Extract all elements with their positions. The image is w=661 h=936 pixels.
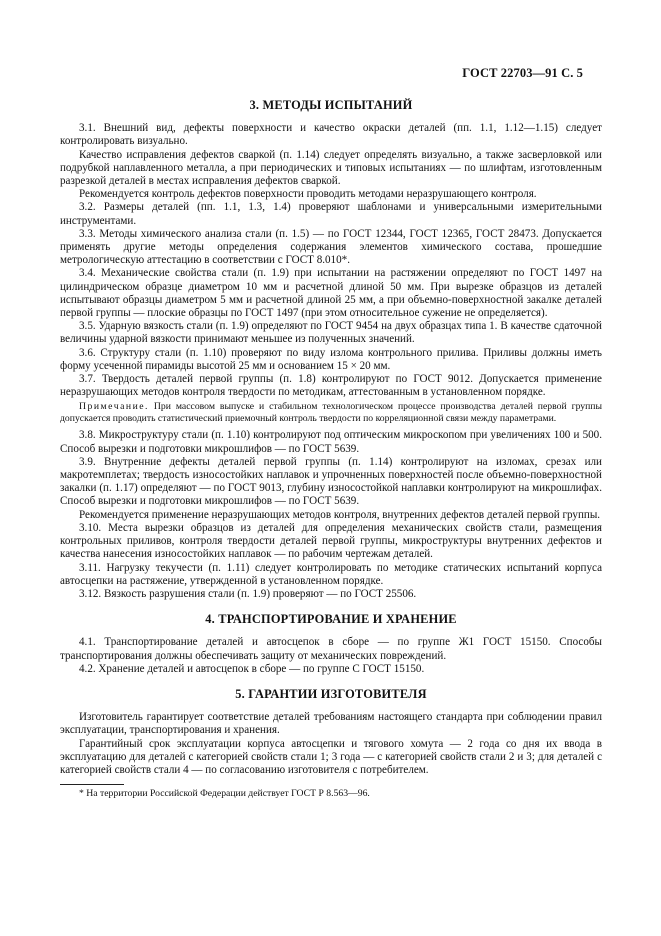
section-4-heading: 4. ТРАНСПОРТИРОВАНИЕ И ХРАНЕНИЕ	[205, 612, 457, 627]
section-5-heading: 5. ГАРАНТИИ ИЗГОТОВИТЕЛЯ	[235, 686, 427, 701]
paragraph-3-7: 3.7. Твердость деталей первой группы (п. 1.8) контролируют по ГОСТ 9012. Допускается применение неразрушающих методов контроля твердости по методикам, аттестованным в установленном порядке.	[60, 373, 602, 399]
paragraph-4-1: 4.1. Транспортирование деталей и автосцепок в сборе — по группе Ж1 ГОСТ 15150. Способы транспортирования должны обеспечивать защиту от механических повреждений.	[60, 636, 602, 662]
running-head: ГОСТ 22703—91 С. 5	[462, 66, 583, 80]
footnote: * На территории Российской Федерации действует ГОСТ Р 8.563—96.	[79, 788, 370, 800]
paragraph-3-11: 3.11. Нагрузку текучести (п. 1.11) следует контролировать по методике статических испытаний корпуса автосцепки на растяжение, утвержденной в установленном порядке.	[60, 561, 602, 587]
paragraph-3-9: 3.9. Внутренние дефекты деталей первой группы (п. 1.14) контролируют на изломах, срезах или макротемплетах; твердость износостойких наплавок и упрочненных поверхностей после объемно-поверхностной закалки (п. 1.17) определяют — по ГОСТ 9013, глубину износостойкой наплавки контролируют на микрошлифах. Способ вырезки и подготовки микрошлифов — по ГОСТ 5639.	[60, 455, 602, 508]
paragraph-3-1-welding: Качество исправления дефектов сваркой (п. 1.14) следует определять визуально, а также засверловкой или подрубкой наплавленного металла, а при периодических и типовых испытаниях — по шлифтам, изготовленным разрезкой деталей в местах исправления дефектов сваркой.	[60, 148, 602, 188]
paragraph-3-9-recommendation: Рекомендуется применение неразрушающих методов контроля, внутренних дефектов деталей первой группы.	[79, 508, 601, 521]
paragraph-4-2: 4.2. Хранение деталей и автосцепок в сборе — по группе С ГОСТ 15150.	[79, 662, 425, 675]
paragraph-5-2: Гарантийный срок эксплуатации корпуса автосцепки и тягового хомута — 2 года со дня их ввода в эксплуатацию для деталей с категорией свойств стали 1; 3 года — с категорией свойств стали 2 и 3; для деталей с категорией свойств стали 4 — по согласованию изготовителя с потребителем.	[60, 737, 602, 776]
paragraph-3-2: 3.2. Размеры деталей (пп. 1.1, 1.3, 1.4) проверяют шаблонами и универсальными измерительными инструментами.	[60, 201, 602, 227]
paragraph-3-12: 3.12. Вязкость разрушения стали (п. 1.9) проверяют — по ГОСТ 25506.	[79, 587, 417, 600]
paragraph-3-5: 3.5. Ударную вязкость стали (п. 1.9) определяют по ГОСТ 9454 на двух образцах типа 1. В качестве сдаточной величины ударной вязкости принимают меньшее из полученных значений.	[60, 320, 602, 346]
note-lead: Примечание.	[79, 401, 149, 413]
paragraph-3-4: 3.4. Механические свойства стали (п. 1.9) при испытании на растяжении определяют по ГОСТ 1497 на цилиндрическом образце диаметром 10 мм и расчетной длиной 50 мм. При вырезке образцов из деталей испытывают образцы диаметром 5 мм и расчетной длиной 25 мм, а при объемно-поверхностной закалке деталей первой группы — плоские образцы по ГОСТ 1497 (при этом относительное сужение не определяется).	[60, 267, 602, 320]
paragraph-3-1: 3.1. Внешний вид, дефекты поверхности и качество окраски деталей (пп. 1.1, 1.12—1.15) следует контролировать визуально.	[60, 122, 602, 148]
paragraph-3-1-recommendation: Рекомендуется контроль дефектов поверхности проводить методами неразрушающего контроля.	[79, 188, 537, 201]
paragraph-5-1: Изготовитель гарантирует соответствие деталей требованиям настоящего стандарта при соблюдении правил эксплуатации, транспортирования и хранения.	[60, 711, 602, 737]
section-3-heading: 3. МЕТОДЫ ИСПЫТАНИЙ	[249, 98, 413, 112]
note	[60, 401, 602, 425]
document-body	[60, 94, 602, 800]
paragraph-3-8: 3.8. Микроструктуру стали (п. 1.10) контролируют под оптическим микроскопом при увеличениях 100 и 500. Способ вырезки и подготовки микрошлифов — по ГОСТ 5639.	[60, 429, 602, 455]
paragraph-3-6: 3.6. Структуру стали (п. 1.10) проверяют по виду излома контрольного прилива. Приливы должны иметь форму усеченной пирамиды высотой 25 мм и основанием 15 × 20 мм.	[60, 346, 602, 372]
paragraph-3-10: 3.10. Места вырезки образцов из деталей для определения механических свойств стали, размещения контрольных приливов, контроля твердости деталей первой группы, микроструктуры внутренних дефектов и качества нанесения износостойких наплавок — по рабочим чертежам деталей.	[60, 521, 602, 561]
paragraph-3-3: 3.3. Методы химического анализа стали (п. 1.5) — по ГОСТ 12344, ГОСТ 12365, ГОСТ 28473. Допускается применять другие методы определения содержания элементов химического состава, прошедшие метрологическую аттестацию в соответствии с ГОСТ 8.010*.	[60, 227, 602, 267]
footnote-divider	[60, 784, 124, 785]
note-text: При массовом выпуске и стабильном технологическом процессе производства деталей первой группы допускается проводить статистический приемочный контроль твердости по корреляционной связи между параметрами.	[60, 401, 603, 425]
